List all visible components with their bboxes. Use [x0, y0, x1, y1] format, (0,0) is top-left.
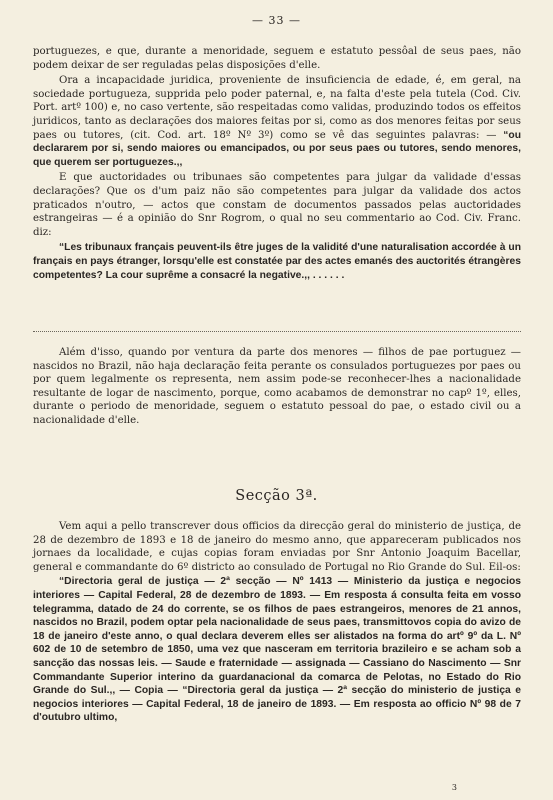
text-block-top — [33, 45, 521, 282]
paragraph: E que auctoridades ou tribunaes são competentes para julgar da validade d'essas declarações? Que os d'um paiz não são competentes para julgar da validade dos actos praticados n'outro, — actos que constam de documentos passados pelas auctoridades estrangeiras — é a opinião do Snr Rogrom, o qual no seu commentario ao Cod. Civ. Franc. diz: — [33, 172, 521, 238]
text-block-middle — [33, 346, 521, 428]
page-number: — 33 — — [252, 14, 301, 27]
quotation: “ou declararem por si, sendo maiores ou emancipados, ou por seus paes ou tutores, sendo menores, que querem ser portuguezes.,, — [33, 129, 521, 168]
paragraph: Vem aqui a pello transcrever dous officios da direcção geral do ministerio de justiça, de 28 de dezembro de 1893 e 18 de janeiro do mesmo anno, que appareceram publicados nos jornaes da localidade, e cujas copias foram enviadas por Snr Antonio Joaquim Bacellar, general e commandante do 6º districto ao consulado de Portugal no Rio Grande do Sul. Eil-os: — [33, 521, 521, 573]
footer-mark: 3 — [451, 783, 457, 792]
quotation: “Directoria geral de justiça — 2ª secção — Nº 1413 — Ministerio da justiça e negocios interiores — Capital Federal, 28 de dezembro de 1893. — Em resposta á consulta feita em vosso telegramma, datado de 24 do corrente, se os filhos de paes estrangeiros, menores de 21 annos, nascidos no Brazil, podem optar pela nacionalidade de seus paes, transmittovos copia do avizo de 18 de janeiro d'este anno, o qual declara deverem elles ser alistados na forma do artº 9º da L. Nº 602 de 10 de setembro de 1850, uma vez que nasceram em territoria brazileiro e se acham sob a sancção das nossas leis. — Saude e fraternidade — assignada — Cassiano do Nascimento — Snr Commandante Superior interino da guardanacional da comarca de Pelotas, no Estado do Rio Grande do Sul.,, — Copia — “Directoria geral da justiça — 2ª secção do ministerio de justiça e negocios interiores — Capital Federal, 18 de janeiro de 1893. — Em resposta ao officio Nº 98 de 7 d'outubro ultimo, — [33, 576, 521, 724]
paragraph — [33, 74, 521, 169]
paragraph: Além d'isso, quando por ventura da parte dos menores — filhos de pae portuguez — nascidos no Brazil, não haja declaração feita perante os consulados portuguezes por paes ou por quem legalmente os representa, nem assim pode-se reconhecer-lhes a nacionalidade resultante de logar de nascimento, porque, como acabamos de demonstrar no capº 1º, elles, durante o periodo de menoridade, seguem o estatuto pessoal do pae, o estado civil ou a nacionalidade d'elle. — [33, 347, 521, 426]
quotation: “Les tribunaux français peuvent-ils être juges de la validité d'une naturalisation accordée à un français en pays étranger, lorsqu'elle est constatée par des actes emanés des auctorités étrangères competentes? La cour suprême a consacré la negative.,, . . . . . . — [33, 242, 521, 281]
paragraph-text: Ora a incapacidade juridica, proveniente de insuficiencia de edade, é, em geral, na sociedade portugueza, supprida pelo poder paternal, e, na falta d'este pela tutela (Cod. Civ. Port. artº 100) e, no caso vertente, são respeitadas como validas, produzindo todos os effeitos juridicos, tanto as declarações dos maiores feitas por si, como as dos menores feitas por seus paes ou tutores, (cit. Cod. art. 18º Nº 3º) como se vê das seguintes palavras: — — [33, 75, 521, 141]
text-block-bottom — [33, 520, 521, 725]
paragraph: portuguezes, e que, durante a menoridade, seguem e estatuto pessôal de seus paes, não podem deixar de ser reguladas pelas disposições d'elle. — [33, 46, 521, 71]
dotted-divider — [33, 331, 521, 332]
section-title: Secção 3ª. — [235, 488, 318, 504]
